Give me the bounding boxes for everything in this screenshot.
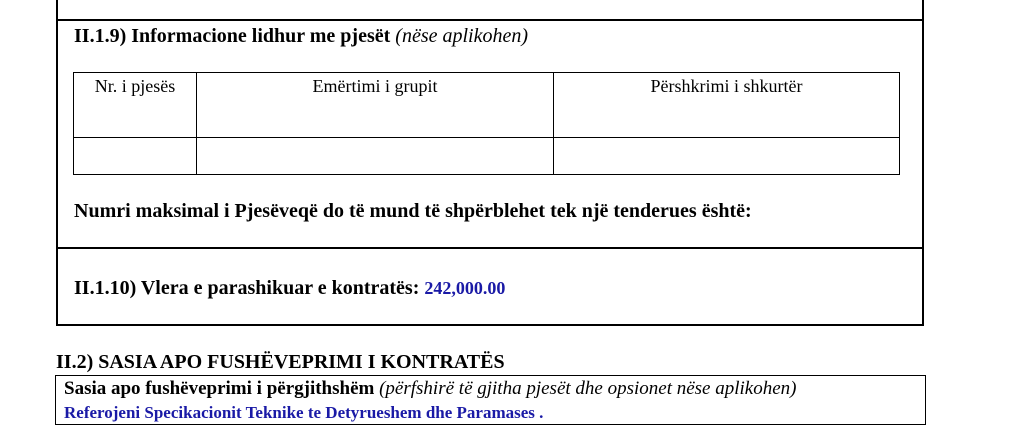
frame-bottom-border xyxy=(56,324,924,326)
section-119-heading xyxy=(74,25,528,48)
lots-table-cell xyxy=(74,138,197,175)
scope-note: (përfshirë të gjitha pjesët dhe opsionet nëse aplikohen) xyxy=(379,378,797,399)
section-119-heading-text: II.1.9) Informacione lidhur me pjesët xyxy=(74,25,391,47)
scope-label: Sasia apo fushëveprimi i përgjithshëm xyxy=(64,378,375,399)
lots-table-header-group-name: Emërtimi i grupit xyxy=(197,73,554,138)
scope-label-line xyxy=(64,378,797,400)
frame-top-divider xyxy=(56,19,924,21)
lots-table-header-short-description: Përshkrimi i shkurtër xyxy=(554,73,900,138)
contract-value-amount: 242,000.00 xyxy=(424,278,506,298)
lots-table xyxy=(73,72,900,175)
scope-box xyxy=(55,375,926,425)
table-row xyxy=(74,138,900,175)
lots-table-header-row xyxy=(74,73,900,138)
scope-value: Referojeni Specikacionit Teknike te Detyrueshem dhe Paramases . xyxy=(64,403,544,422)
frame-middle-divider xyxy=(56,247,924,249)
lots-table-header-lot-number: Nr. i pjesës xyxy=(74,73,197,138)
contract-value-line xyxy=(74,277,505,300)
section-22-heading: II.2) SASIA APO FUSHËVEPRIMI I KONTRATËS xyxy=(56,351,505,373)
frame-right-border xyxy=(922,0,924,326)
lots-table-cell xyxy=(554,138,900,175)
contract-value-label: II.1.10) Vlera e parashikuar e kontratës: xyxy=(74,277,420,299)
lots-table-cell xyxy=(197,138,554,175)
section-119-heading-note: (nëse aplikohen) xyxy=(395,25,529,47)
frame-left-border xyxy=(56,0,58,326)
max-lots-text: Numri maksimal i Pjesëveqë do të mund të shpërblehet tek një tenderues është: xyxy=(74,200,752,222)
